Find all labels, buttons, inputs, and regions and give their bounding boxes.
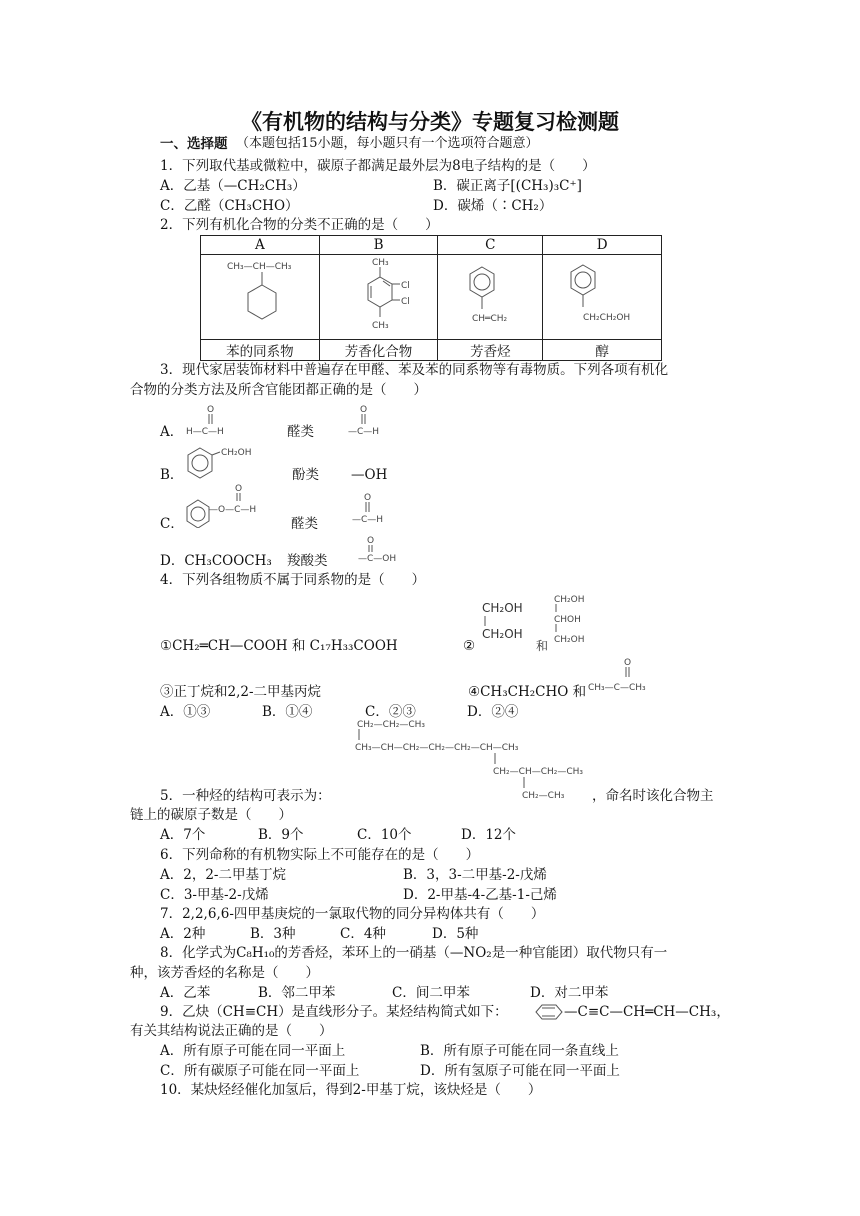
q2-header-a: A <box>201 236 320 255</box>
q2-d-label: CH₂CH₂OH <box>583 313 631 323</box>
q1-option-c: C．乙醛（CH₃CHO） <box>160 198 299 214</box>
q5-stem-line1-a: 5．一种烃的结构可表示为： <box>160 788 331 804</box>
q6-stem: 6．下列命称的有机物实际上不可能存在的是（ ） <box>160 847 480 863</box>
q9-option-d: D．所有氢原子可能在同一平面上 <box>420 1063 620 1079</box>
q4-item3: ③正丁烷和2,2-二甲基丙烷 <box>160 684 322 700</box>
q3-d-group: —C—OH <box>358 554 397 564</box>
q3-a-label: A． <box>160 424 184 440</box>
q3-a-o: O <box>207 405 215 415</box>
glycol-glycerol-structures <box>478 590 598 658</box>
q8-line2: 种，该芳香烃的名称是（ ） <box>130 965 319 981</box>
q2-class-a: 苯的同系物 <box>201 340 320 361</box>
section-heading: 一、选择题 <box>160 136 228 152</box>
formaldehyde-structure <box>182 402 252 442</box>
q3-c-struct: —O—C—H <box>209 505 257 515</box>
q8-option-a: A．乙苯 <box>160 985 211 1001</box>
glycol-line1: CH₂OH <box>482 601 523 615</box>
q3-b-group: —OH <box>351 467 388 483</box>
q3-b-struct: CH₂OH <box>221 448 252 458</box>
q3-d-class: 羧酸类 <box>287 553 328 569</box>
q3-c-label: C． <box>160 516 184 532</box>
q8-option-c: C．间二甲苯 <box>392 985 470 1001</box>
q5-stem-line2: 链上的碳原子数是（ ） <box>130 807 292 823</box>
glycerol-line3: CH₂OH <box>554 635 585 645</box>
q2-header-d: D <box>543 236 662 255</box>
phenyl-formate-structure <box>182 482 272 528</box>
q7-stem: 7．2,2,6,6-四甲基庚烷的一氯取代物的同分异构体共有（ ） <box>160 906 545 922</box>
branched-alkane-structure <box>352 716 602 802</box>
q5-option-d: D．12个 <box>461 827 517 843</box>
q2-structure-c <box>438 255 543 340</box>
q3-a-group: —C—H <box>348 427 380 437</box>
q2-class-c: 芳香烃 <box>438 340 543 361</box>
q5-option-b: B．9个 <box>258 827 304 843</box>
glycerol-line2: CHOH <box>554 615 581 625</box>
q3-stem-line2: 合物的分类方法及所含官能团都正确的是（ ） <box>130 382 427 398</box>
q5-struct-branch: CH₂—CH—CH₂—CH₃ <box>493 767 584 777</box>
q2-header-b: B <box>319 236 438 255</box>
q2-b-ch3-top: CH₃ <box>371 258 389 268</box>
q2-class-b: 芳香化合物 <box>319 340 438 361</box>
q9-line2: 有关其结构说法正确的是（ ） <box>130 1023 333 1039</box>
q2-b-cl-2: Cl <box>400 297 410 307</box>
q3-stem-line1: 3．现代家居装饰材料中普遍存在甲醛、苯及苯的同系物等有毒物质。下列各项有机化 <box>160 362 669 378</box>
q7-option-d: D．5种 <box>432 926 479 942</box>
q9-line1-tail: —C≡C—CH═CH—CH₃， <box>564 1004 730 1020</box>
q2-class-d: 醇 <box>543 340 662 361</box>
aldehyde-group-c <box>350 490 410 530</box>
q2-structure-d <box>543 255 662 340</box>
q2-header-c: C <box>438 236 543 255</box>
carboxyl-group <box>356 534 416 566</box>
q3-d-label: D．CH₃COOCH₃ <box>160 553 272 569</box>
q5-option-c: C．10个 <box>357 827 412 843</box>
q9-option-c: C．所有碳原子可能在同一平面上 <box>160 1063 360 1079</box>
q10-stem: 10．某炔烃经催化加氢后，得到2-甲基丁烷，该炔烃是（ ） <box>160 1082 542 1098</box>
q6-option-d: D．2-甲基-4-乙基-1-己烯 <box>403 887 557 903</box>
q7-option-b: B．3种 <box>250 926 296 942</box>
benzyl-alcohol-structure <box>182 440 272 480</box>
q4-item2-mark: ② <box>463 638 476 654</box>
q4-option-a: A．①③ <box>160 704 211 720</box>
glycerol-line1: CH₂OH <box>554 595 585 605</box>
q5-struct-top: CH₂—CH₂—CH₃ <box>357 720 425 730</box>
q4-item1: ①CH₂═CH—COOH 和 C₁₇H₃₃COOH <box>160 638 398 654</box>
q2-b-cl-1: Cl <box>400 281 410 291</box>
q4-item4-struct: CH₃—C—CH₃ <box>588 683 646 693</box>
q3-a-class: 醛类 <box>287 424 314 440</box>
q3-b-class: 酚类 <box>292 467 319 483</box>
q6-option-a: A．2，2-二甲基丁烷 <box>160 867 286 883</box>
page-title: 《有机物的结构与分类》专题复习检测题 <box>241 110 619 134</box>
q3-c-group: —C—H <box>352 515 384 525</box>
q4-option-d: D．②④ <box>467 704 519 720</box>
q4-item2-and: 和 <box>536 639 549 653</box>
q7-option-a: A．2种 <box>160 926 206 942</box>
q1-option-b: B．碳正离子[(CH₃)₃C⁺] <box>433 178 582 194</box>
q2-c-label: CH═CH₂ <box>472 314 508 324</box>
q3-c-class: 醛类 <box>291 516 318 532</box>
q7-option-c: C．4种 <box>340 926 386 942</box>
q5-stem-line1-b: ，命名时该化合物主 <box>592 788 714 804</box>
glycol-line2: CH₂OH <box>482 627 523 641</box>
q2-a-label: CH₃—CH—CH₃ <box>226 262 292 272</box>
section-note: （本题包括15小题，每小题只有一个选项符合题意） <box>236 136 539 151</box>
dichloro-aromatic-structure <box>324 255 434 335</box>
q6-option-c: C．3-甲基-2-戊烯 <box>160 887 269 903</box>
q2-structure-b <box>319 255 438 340</box>
q4-item4-o: O <box>624 658 632 668</box>
q8-option-b: B．邻二甲苯 <box>258 985 336 1001</box>
q4-option-b: B．①④ <box>262 704 313 720</box>
q2-structure-a <box>201 255 320 340</box>
q3-a-group-o: O <box>360 405 368 415</box>
q8-line1: 8．化学式为C₈H₁₀的芳香烃，苯环上的一硝基（—NO₂是一种官能团）取代物只有一 <box>160 945 668 961</box>
q3-b-label: B． <box>160 467 184 483</box>
styrene-structure <box>440 255 540 335</box>
q2-table <box>200 235 662 361</box>
phenylethanol-structure <box>547 255 657 335</box>
q6-option-b: B．3，3-二甲基-2-戊烯 <box>403 867 547 883</box>
q2-stem: 2．下列有机化合物的分类不正确的是（ ） <box>160 217 439 233</box>
q9-option-a: A．所有原子可能在同一平面上 <box>160 1043 346 1059</box>
q5-struct-main: CH₃—CH—CH₂—CH₂—CH₂—CH—CH₃ <box>355 743 519 753</box>
q3-d-o: O <box>367 536 375 546</box>
q9-line1: 9．乙炔（CH≡CH）是直线形分子。某烃结构简式如下： <box>160 1004 508 1020</box>
q3-c-o: O <box>235 484 243 494</box>
q8-option-d: D．对二甲苯 <box>530 985 609 1001</box>
benzene-ring-icon <box>528 1003 568 1021</box>
q4-option-c: C．②③ <box>365 704 416 720</box>
aldehyde-group <box>346 402 406 442</box>
q3-c-group-o: O <box>364 493 372 503</box>
q3-a-struct: H—C—H <box>186 427 224 437</box>
q4-stem: 4．下列各组物质不属于同系物的是（ ） <box>160 572 426 588</box>
q1-stem: 1．下列取代基或微粒中，碳原子都满足最外层为8电子结构的是（ ） <box>160 158 596 174</box>
q5-option-a: A．7个 <box>160 827 206 843</box>
q5-struct-bottom: CH₂—CH₃ <box>522 791 565 801</box>
q1-option-a: A．乙基（—CH₂CH₃） <box>160 178 306 194</box>
q2-b-ch3-bottom: CH₃ <box>371 321 389 331</box>
q4-item4: ④CH₃CH₂CHO 和 <box>468 684 587 700</box>
q1-option-d: D．碳烯（∶CH₂） <box>433 198 553 214</box>
cyclohexyl-structure <box>205 255 315 335</box>
acetone-structure <box>586 655 676 695</box>
q9-option-b: B．所有原子可能在同一条直线上 <box>420 1043 619 1059</box>
